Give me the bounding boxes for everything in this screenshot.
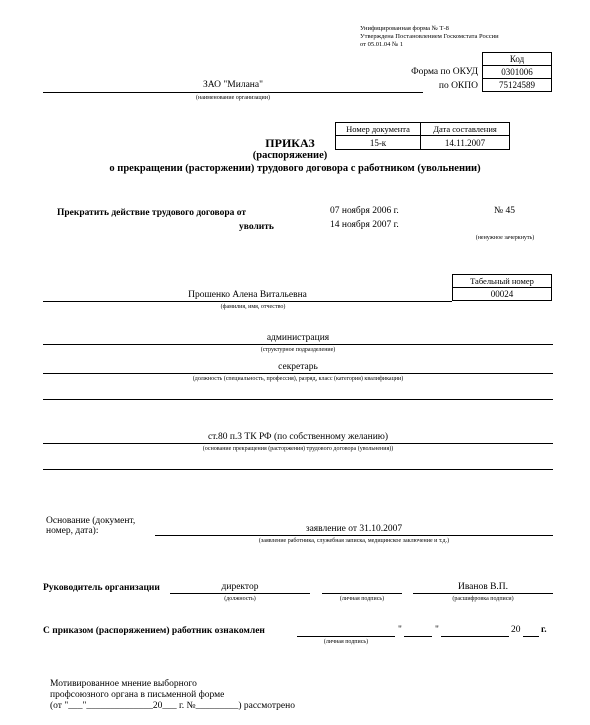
order-title: ПРИКАЗ [265, 136, 315, 150]
head-position-caption: (должность) [224, 596, 256, 602]
order-subject: о прекращении (расторжении) трудового договора с работником (увольнении) [109, 163, 481, 174]
head-name-caption: (расшифровка подписи) [452, 596, 514, 602]
code-header-cell: Код [482, 52, 552, 66]
department-value: администрация [266, 333, 330, 343]
quote-close: " [435, 625, 439, 635]
reason-extra-line [43, 469, 553, 470]
doc-number-header: Номер документа [335, 122, 421, 136]
employee-name-underline [43, 301, 452, 302]
basis-label-1: Основание (документ, [46, 516, 136, 526]
doc-number-cell: 15-к [335, 135, 421, 150]
employee-signature-caption: (личная подпись) [323, 639, 369, 645]
department-caption: (структурное подразделение) [260, 347, 336, 353]
head-name-underline [413, 593, 553, 594]
year-underline [523, 636, 539, 637]
reason-underline [43, 443, 553, 444]
month-underline [441, 636, 509, 637]
doc-date-header: Дата составления [420, 122, 510, 136]
tab-number-header: Табельный номер [452, 274, 552, 288]
head-position-underline [170, 593, 310, 594]
organization-underline [43, 92, 423, 93]
position-caption: (должность (специальность, профессия), разряд, класс (категория) квалификации) [192, 376, 404, 382]
position-value: секретарь [278, 362, 318, 372]
employee-name-caption: (фамилия, имя, отчество) [220, 304, 286, 310]
department-underline [43, 344, 553, 345]
contract-date: 07 ноября 2006 г. [330, 206, 399, 216]
basis-caption: (заявление работника, служебная записка, медицинское заключение и т.д.) [258, 538, 450, 544]
approved-date: от 05.01.04 № 1 [360, 41, 404, 48]
head-label: Руководитель организации [43, 583, 160, 593]
tab-number-cell: 00024 [452, 287, 552, 301]
okud-value-cell: 0301006 [482, 65, 552, 79]
union-line-1: Мотивированное мнение выборного [50, 679, 197, 689]
head-signature-underline [322, 593, 402, 594]
union-line-3: (от "___"______________20___ г. №_________) рассмотрено [50, 701, 295, 711]
union-line-2: профсоюзного органа в письменной форме [50, 690, 225, 700]
doc-date-cell: 14.11.2007 [420, 135, 510, 150]
approved-text: Утверждена Постановлением Госкомстата России [360, 33, 499, 40]
basis-value: заявление от 31.10.2007 [305, 524, 403, 534]
head-name: Иванов В.П. [457, 582, 509, 592]
employee-signature-underline [297, 636, 395, 637]
reason-value: ст.80 п.3 ТК РФ (по собственному желанию) [207, 432, 389, 442]
employee-name: Прошенко Алена Витальевна [188, 290, 307, 300]
position-underline [43, 373, 553, 374]
reason-caption: (основание прекращения (расторжения) трудового договора (увольнения)) [202, 446, 394, 452]
day-underline [404, 636, 432, 637]
dismiss-date: 14 ноября 2007 г. [330, 220, 399, 230]
quote-open: " [398, 625, 402, 635]
strike-caption: (ненужное зачеркнуть) [475, 235, 535, 241]
year-suffix: г. [541, 625, 547, 635]
contract-label: Прекратить действие трудового договора от [57, 208, 247, 218]
form-name: Унифицированная форма № Т-8 [360, 25, 449, 32]
head-position: директор [221, 582, 259, 592]
okud-label: Форма по ОКУД [411, 67, 478, 77]
head-signature-caption: (личная подпись) [339, 596, 385, 602]
position-extra-line [43, 399, 553, 400]
okpo-label: по ОКПО [438, 81, 478, 91]
acquainted-label: С приказом (распоряжением) работник ознакомлен [43, 626, 265, 636]
contract-number: № 45 [494, 206, 515, 216]
organization-name: ЗАО "Милана" [203, 80, 263, 90]
order-subtitle: (распоряжение) [252, 150, 328, 161]
basis-underline [155, 535, 553, 536]
basis-label-2: номер, дата): [46, 526, 99, 536]
organization-caption: (наименование организации) [196, 95, 270, 101]
year-prefix: 20 [511, 625, 521, 635]
okpo-value-cell: 75124589 [482, 78, 552, 92]
dismiss-label: уволить [239, 222, 274, 232]
